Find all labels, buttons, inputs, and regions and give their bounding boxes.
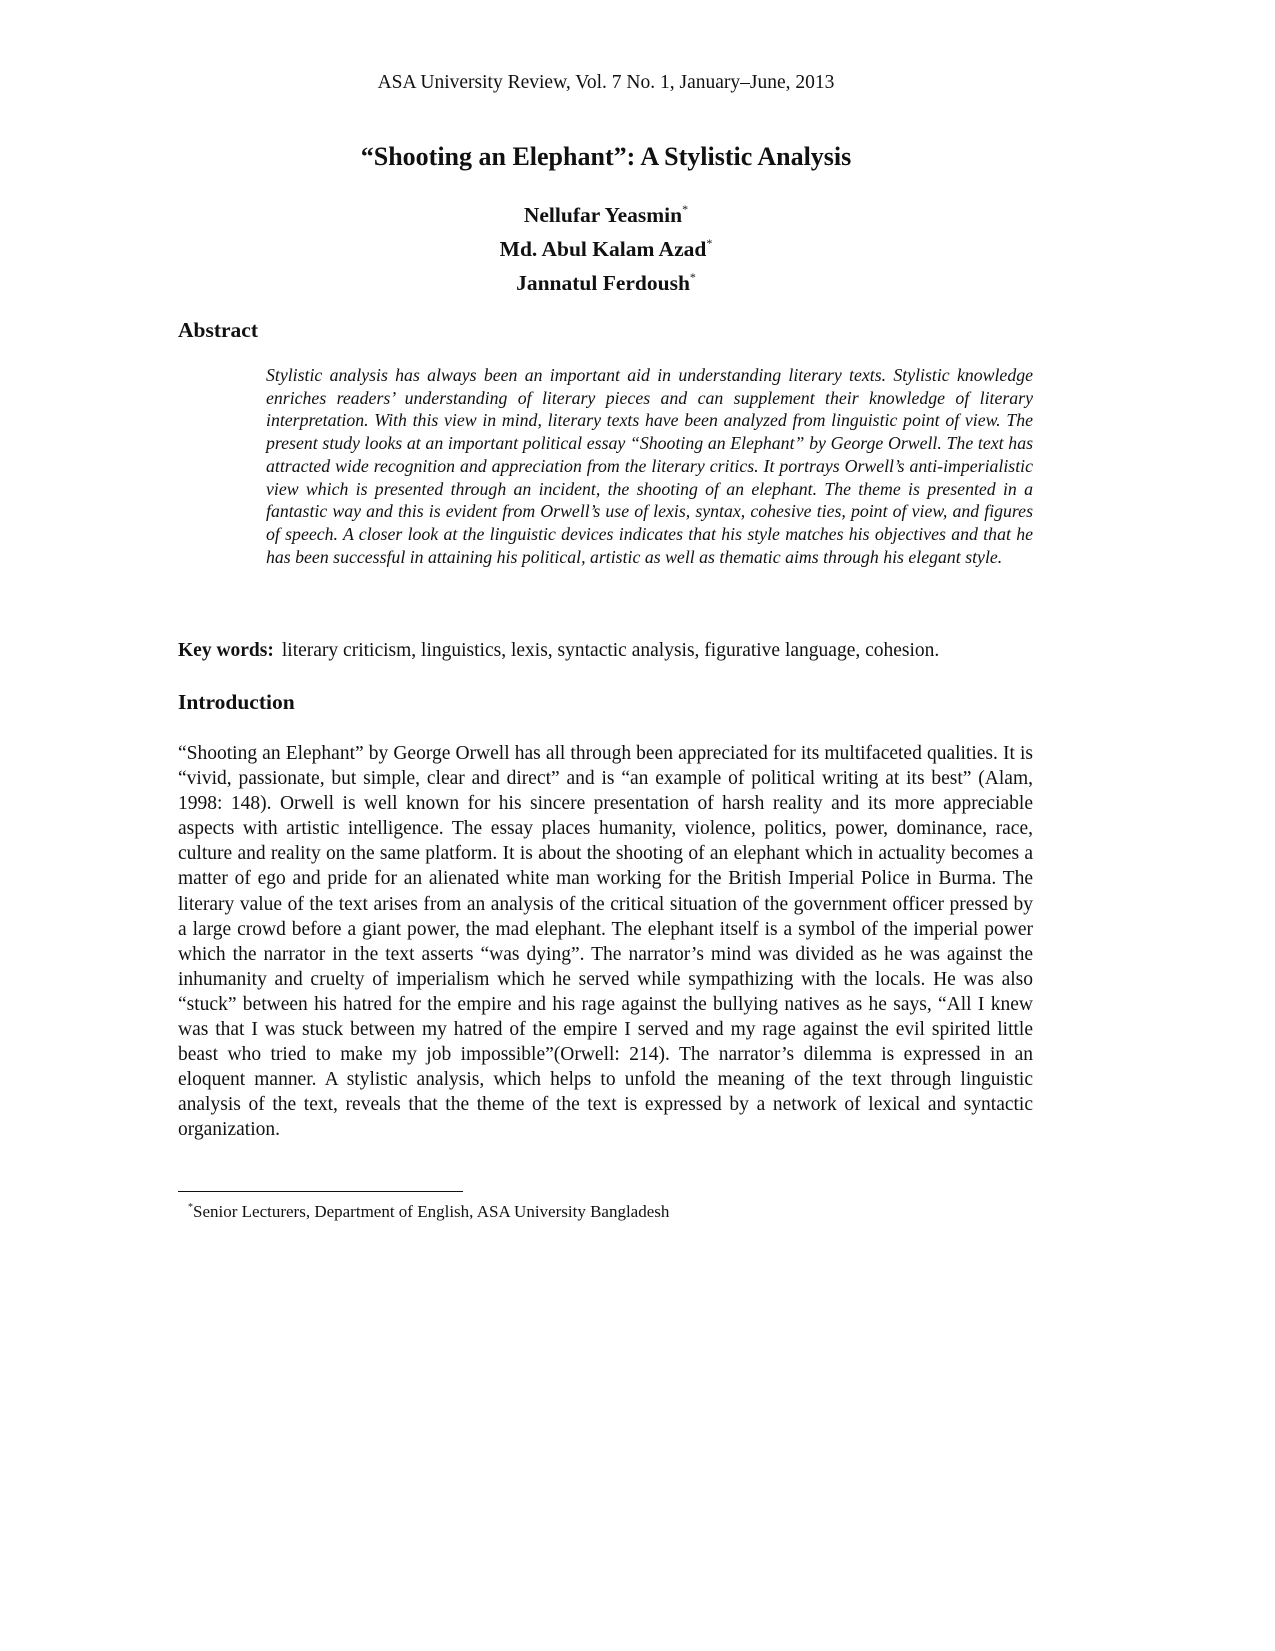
paper-title: “Shooting an Elephant”: A Stylistic Analysis [360, 142, 852, 171]
affiliation-mark: * [706, 236, 713, 250]
author-2 [0, 232, 1212, 266]
author-name: Jannatul Ferdoush [516, 271, 690, 295]
author-1 [0, 198, 1212, 232]
affiliation-mark: * [682, 202, 689, 216]
author-list [0, 198, 1212, 300]
keywords-label: Key words: [178, 640, 274, 661]
keywords-line [178, 640, 1058, 662]
abstract-text: Stylistic analysis has always been an important aid in understanding literary texts. Stylistic knowledge enriches readers’ understanding of literary pieces and can supplement their knowledge of literary interpretation. With this view in mind, literary texts have been analyzed from linguistic point of view. The present study looks at an important political essay “Shooting an Elephant” by George Orwell. The text has attracted wide recognition and appreciation from the literary critics. It portrays Orwell’s anti-imperialistic view which is presented through an incident, the shooting of an elephant. The theme is presented in a fantastic way and this is evident from Orwell’s use of lexis, syntax, cohesive ties, point of view, and figures of speech. A closer look at the linguistic devices indicates that his style matches his objectives and that he has been successful in attaining his political, artistic as well as thematic aims through his elegant style. [266, 365, 1033, 567]
keywords-text: literary criticism, linguistics, lexis, syntactic analysis, figurative language, cohesion. [281, 640, 940, 661]
affiliation-mark: * [689, 270, 696, 284]
introduction-text: “Shooting an Elephant” by George Orwell has all through been appreciated for its multifaceted qualities. It is “vivid, passionate, but simple, clear and direct” and is “an example of political writing at its best” (Alam, 1998: 148). Orwell is well known for his sincere presentation of harsh reality and its more appreciable aspects with artistic intelligence. The essay places humanity, violence, politics, power, dominance, race, culture and reality on the same platform. It is about the shooting of an elephant which in actuality becomes a matter of ego and pride for an alienated white man working for the British Imperial Police in Burma. The literary value of the text arises from an analysis of the critical situation of the government officer pressed by a large crowd before a giant power, the mad elephant. The elephant itself is a symbol of the imperial power which the narrator in the text asserts “was dying”. The narrator’s mind was divided as he was against the inhumanity and cruelty of imperialism which he served while sympathizing with the locals. He was also “stuck” between his hatred for the empire and his rage against the bullying natives as he says, “All I knew was that I was stuck between my hatred of the empire I served and my rage against the evil spirited little beast who tried to make my job impossible”(Orwell: 214). The narrator’s dilemma is expressed in an eloquent manner. A stylistic analysis, which helps to unfold the meaning of the text through linguistic analysis of the text, reveals that the theme of the text is expressed by a network of lexical and syntactic organization. [178, 743, 1033, 1141]
author-name: Nellufar Yeasmin [523, 203, 683, 227]
running-head: ASA University Review, Vol. 7 No. 1, January–June, 2013 [377, 72, 835, 93]
author-3 [0, 266, 1212, 300]
footnote-divider [178, 1191, 463, 1192]
abstract-heading: Abstract [178, 318, 259, 342]
author-name: Md. Abul Kalam Azad [499, 237, 707, 261]
introduction-heading: Introduction [178, 690, 295, 714]
footnote-mark: * [188, 1202, 193, 1213]
footnote [188, 1202, 669, 1222]
footnote-text: Senior Lecturers, Department of English, ASA University Bangladesh [193, 1202, 670, 1221]
